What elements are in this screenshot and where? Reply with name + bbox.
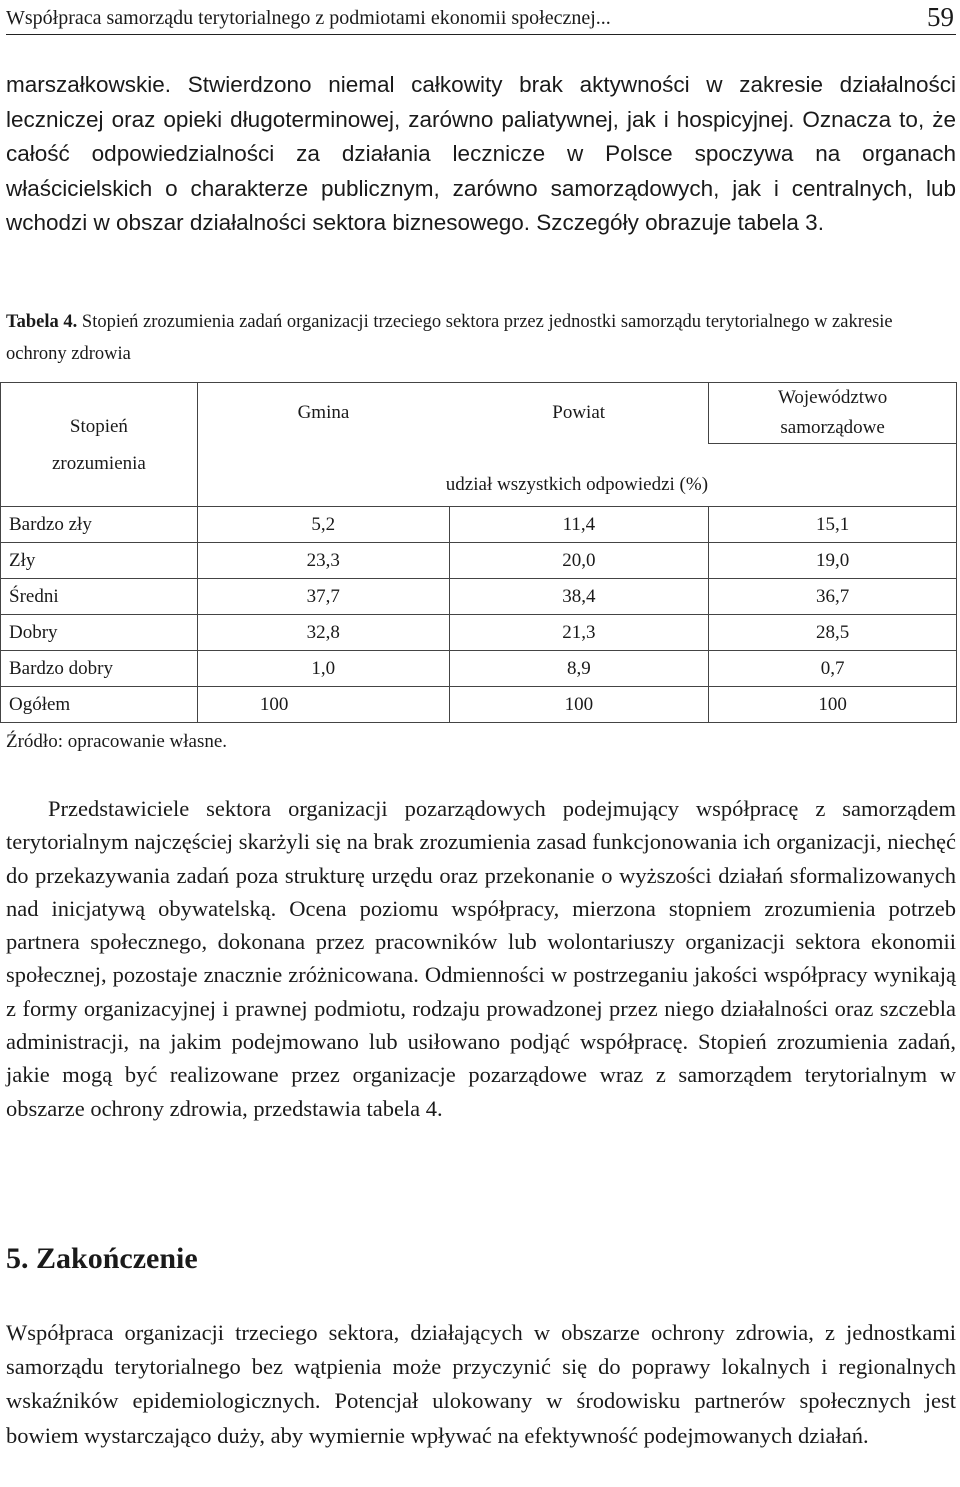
cell-gmina: 37,7: [197, 579, 449, 615]
body-paragraph-1: marszałkowskie. Stwierdzono niemal całkowity brak aktywności w zakresie działalności leczniczej oraz opieki długoterminowej, zarówno paliatywnej, jak i hospicyjnej. Oznacza to, że całość odpowiedzialności za działania lecznicze w Polsce spoczywa na organach właścicielskich o charakterze publicznym, zarówno samorządowych, jak i centralnych, lub wchodzi w obszar działalności sektora biznesowego. Szczegóły obrazuje tabela 3.: [6, 72, 956, 236]
table-total-row: [1, 687, 957, 723]
cell-gmina: 5,2: [197, 507, 449, 543]
cell-powiat: 8,9: [449, 651, 709, 687]
cell-wojewodztwo: 19,0: [709, 543, 957, 579]
cell-wojewodztwo: 28,5: [709, 615, 957, 651]
cell-powiat: 11,4: [449, 507, 709, 543]
row-label: Ogółem: [1, 687, 198, 723]
unit-label: udział wszystkich odpowiedzi (%): [197, 444, 956, 507]
table-row: [1, 507, 957, 543]
row-label: Zły: [1, 543, 198, 579]
row-header-line2: zrozumienia: [51, 452, 146, 474]
table-caption: [6, 306, 954, 370]
column-header-wojewodztwo: [709, 383, 957, 444]
row-label: Bardzo dobry: [1, 651, 198, 687]
table-header-row: [1, 383, 957, 444]
cell-powiat: 20,0: [449, 543, 709, 579]
cell-gmina: 23,3: [197, 543, 449, 579]
section-heading: 5. Zakończenie: [6, 1242, 198, 1275]
table-source-note: Źródło: opracowanie własne.: [6, 731, 228, 752]
table-row: [1, 579, 957, 615]
column-header-wojewodztwo-line1: Województwo: [777, 387, 888, 408]
table-caption-label: Tabela 4.: [6, 312, 78, 332]
table-row: [1, 543, 957, 579]
column-header-wojewodztwo-line2: samorządowe: [780, 417, 885, 438]
cell-powiat: 100: [449, 687, 709, 723]
row-header-cell: [1, 383, 198, 507]
row-label: Średni: [1, 579, 198, 615]
cell-powiat: 21,3: [449, 615, 709, 651]
row-header-line1: Stopień: [69, 415, 128, 437]
table-row: [1, 651, 957, 687]
body-paragraph-2: Przedstawiciele sektora organizacji pozarządowych podejmujący współpracę z samorządem terytorialnym najczęściej skarżyli się na brak zrozumienia zasad funkcjonowania ich organizacji, niechęć do przekazywania zadań poza strukturę urzędu oraz przekonanie o wyższości działań sformalizowanych nad inicjatywą obywatelską. Ocena poziomu współpracy, mierzona stopniem zrozumienia potrzeb partnera społecznego, dokonana przez pracowników lub wolontariuszy organizacji sektora ekonomii społecznej, pozostaje znacznie zróżnicowana. Odmienności w postrzeganiu jakości współpracy wynikają z formy organizacyjnej i prawnej podmiotu, rodzaju prowadzonej przez niego działalności oraz szczebla administracji, na jakim podejmowano lub usiłowano podjąć współpracę. Stopień zrozumienia zadań, jakie mogą być realizowane przez organizacje pozarządowe wraz z samorządem terytorialnym w obszarze ochrony zdrowia, przedstawia tabela 4.: [6, 796, 956, 1121]
cell-wojewodztwo: 0,7: [709, 651, 957, 687]
running-title: Współpraca samorządu terytorialnego z podmiotami ekonomii społecznej...: [6, 7, 611, 29]
table-row: [1, 615, 957, 651]
column-header-powiat: Powiat: [449, 383, 709, 444]
cell-gmina: 1,0: [197, 651, 449, 687]
table-caption-text: Stopień zrozumienia zadań organizacji trzeciego sektora przez jednostki samorządu terytorialnego w zakresie ochrony zdrowia: [6, 312, 893, 364]
row-label: Bardzo zły: [1, 507, 198, 543]
cell-wojewodztwo: 100: [709, 687, 957, 723]
cell-gmina: 100: [197, 687, 449, 723]
cell-gmina: 32,8: [197, 615, 449, 651]
understanding-table: [0, 382, 957, 723]
column-header-gmina: Gmina: [197, 383, 449, 444]
cell-powiat: 38,4: [449, 579, 709, 615]
cell-wojewodztwo: 36,7: [709, 579, 957, 615]
cell-wojewodztwo: 15,1: [709, 507, 957, 543]
page-number: 59: [927, 2, 954, 32]
body-paragraph-3: Współpraca organizacji trzeciego sektora, działających w obszarze ochrony zdrowia, z jednostkami samorządu terytorialnego bez wątpienia może przyczynić się do poprawy lokalnych i regionalnych wskaźników epidemiologicznych. Potencjał ulokowany w środowisku partnerów społecznych jest bowiem wystarczająco duży, aby wymiernie wpływać na efektywność podejmowanych działań.: [6, 1320, 956, 1448]
page-header: [6, 4, 956, 35]
row-label: Dobry: [1, 615, 198, 651]
